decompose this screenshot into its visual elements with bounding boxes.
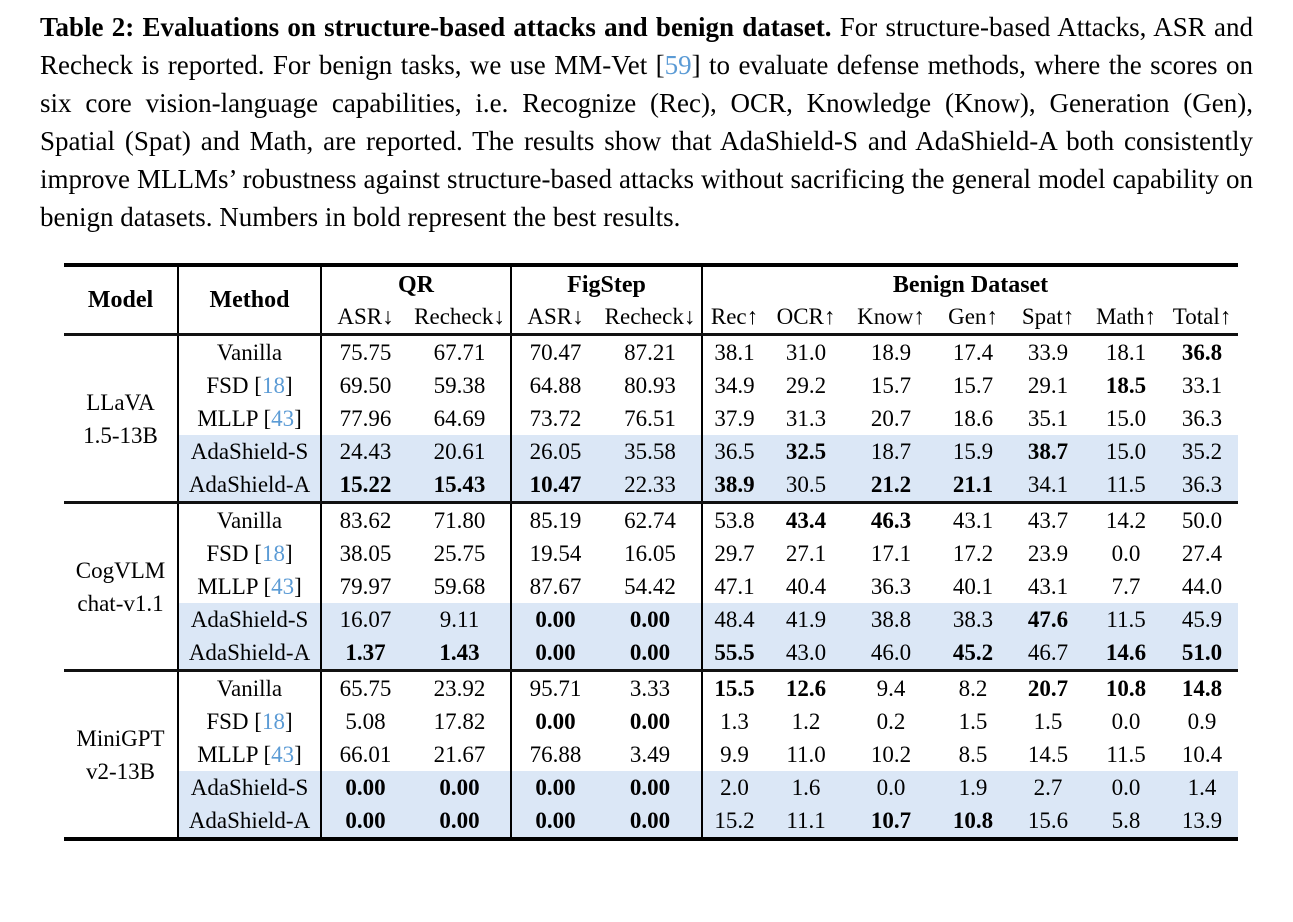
value-cell: 0.0 — [1086, 771, 1166, 804]
value-cell: 16.07 — [321, 603, 409, 636]
value-cell: 10.8 — [936, 804, 1010, 839]
value-cell: 17.4 — [952, 340, 994, 365]
value-cell: 64.88 — [529, 373, 582, 398]
value-cell: 5.08 — [345, 709, 386, 734]
value-cell: 29.2 — [785, 373, 827, 398]
value-cell: 0.00 — [511, 636, 599, 671]
col-header: ASR↓ — [337, 304, 394, 329]
value-cell: 0.00 — [321, 804, 409, 839]
value-cell: 17.1 — [870, 541, 912, 566]
value-cell: 79.97 — [339, 574, 392, 599]
table-row — [64, 705, 1238, 738]
value-cell: 12.6 — [785, 676, 827, 701]
col-header: OCR↑ — [776, 304, 836, 329]
value-cell: 17.82 — [409, 705, 511, 738]
value-cell: 43.0 — [766, 636, 846, 671]
value-cell: 53.8 — [714, 508, 755, 533]
value-cell: 16.05 — [599, 537, 702, 570]
model-name: LLaVA 1.5-13B — [64, 335, 178, 503]
value-cell: 46.7 — [1010, 636, 1086, 671]
value-cell: 31.3 — [785, 406, 827, 431]
method-name: MLLP [43] — [178, 570, 321, 603]
method-name: MLLP [43] — [178, 402, 321, 435]
value-cell: 1.5 — [958, 709, 988, 734]
results-table — [64, 263, 1238, 841]
value-cell: 3.49 — [599, 738, 702, 771]
table-row — [64, 804, 1238, 839]
citation-link[interactable]: 43 — [271, 574, 295, 599]
value-cell: 9.4 — [876, 676, 906, 701]
table-row — [64, 503, 1238, 538]
col-group-header: QR — [321, 265, 511, 300]
value-cell: 15.43 — [409, 468, 511, 503]
value-cell: 0.00 — [599, 804, 702, 839]
caption-text: For structure-based Attacks, ASR and Recheck is reported. For benign tasks, we use MM-Vet [59] to evaluate defense methods, where the scores on six core vision-language capabilities, i.e. Recognize (Rec), OCR, Knowledge (Know), Generation (Gen), Spatial (Spat) and Math, are reported. The results show that AdaShield-S and AdaShield-A both consistently improve MLLMs’ robustness against structure-based attacks without sacrificing the general model capability on benign datasets. Numbers in bold represent the best results. — [40, 12, 1253, 232]
value-cell: 64.69 — [409, 402, 511, 435]
col-group-header: Benign Dataset — [892, 272, 1049, 298]
value-cell: 19.54 — [529, 541, 582, 566]
value-cell: 35.2 — [1166, 435, 1238, 468]
value-cell: 73.72 — [529, 406, 582, 431]
value-cell: 18.7 — [846, 435, 936, 468]
method-name: Vanilla — [178, 671, 321, 706]
value-cell: 38.9 — [702, 468, 766, 503]
value-cell: 65.75 — [339, 676, 392, 701]
value-cell: 0.00 — [409, 771, 511, 804]
table-row — [64, 771, 1238, 804]
value-cell: 0.00 — [511, 603, 599, 636]
value-cell: 14.8 — [1181, 676, 1223, 701]
value-cell: 18.6 — [952, 406, 994, 431]
citation-link[interactable]: 18 — [261, 373, 285, 398]
table-row — [64, 468, 1238, 503]
col-header-method: Method — [178, 265, 321, 335]
value-cell: 7.7 — [1111, 574, 1141, 599]
value-cell: 66.01 — [339, 742, 392, 767]
value-cell: 0.00 — [599, 603, 702, 636]
value-cell: 9.11 — [409, 603, 511, 636]
value-cell: 87.67 — [529, 574, 582, 599]
col-header: ASR↓ — [527, 304, 584, 329]
col-header: Total↑ — [1172, 304, 1232, 329]
value-cell: 1.2 — [791, 709, 821, 734]
model-name: MiniGPT v2-13B — [64, 671, 178, 840]
table-header — [64, 265, 1238, 335]
value-cell: 36.3 — [1181, 406, 1223, 431]
value-cell: 41.9 — [766, 603, 846, 636]
value-cell: 8.2 — [958, 676, 988, 701]
method-name: AdaShield-A — [178, 636, 321, 671]
table-row — [64, 435, 1238, 468]
value-cell: 0.00 — [409, 804, 511, 839]
value-cell: 21.1 — [936, 468, 1010, 503]
value-cell: 51.0 — [1166, 636, 1238, 671]
value-cell: 15.0 — [1105, 406, 1147, 431]
citation-link[interactable]: 43 — [271, 742, 295, 767]
value-cell: 1.4 — [1166, 771, 1238, 804]
method-name: AdaShield-S — [178, 603, 321, 636]
value-cell: 15.22 — [321, 468, 409, 503]
model-block-2 — [64, 671, 1238, 840]
value-cell: 44.0 — [1181, 574, 1223, 599]
value-cell: 1.6 — [766, 771, 846, 804]
value-cell: 0.2 — [876, 709, 906, 734]
value-cell: 0.00 — [599, 636, 702, 671]
value-cell: 20.7 — [1027, 676, 1069, 701]
col-header-model: Model — [64, 265, 178, 335]
col-header: Gen↑ — [948, 304, 998, 329]
value-cell: 43.4 — [785, 508, 827, 533]
value-cell: 37.9 — [714, 406, 755, 431]
value-cell: 11.1 — [766, 804, 846, 839]
value-cell: 87.21 — [599, 335, 702, 370]
value-cell: 83.62 — [339, 508, 392, 533]
value-cell: 45.2 — [936, 636, 1010, 671]
value-cell: 20.7 — [870, 406, 912, 431]
value-cell: 85.19 — [529, 508, 582, 533]
citation-link[interactable]: 43 — [271, 406, 295, 431]
value-cell: 33.1 — [1181, 373, 1223, 398]
value-cell: 1.37 — [321, 636, 409, 671]
value-cell: 29.7 — [714, 541, 755, 566]
method-name: AdaShield-S — [178, 435, 321, 468]
value-cell: 47.1 — [714, 574, 755, 599]
col-header: Math↑ — [1095, 304, 1157, 329]
value-cell: 67.71 — [409, 335, 511, 370]
value-cell: 45.9 — [1166, 603, 1238, 636]
value-cell: 11.0 — [786, 742, 826, 767]
table-row — [64, 402, 1238, 435]
method-name: FSD [18] — [178, 369, 321, 402]
value-cell: 70.47 — [529, 340, 582, 365]
value-cell: 38.3 — [936, 603, 1010, 636]
value-cell: 54.42 — [599, 570, 702, 603]
value-cell: 10.4 — [1181, 742, 1223, 767]
value-cell: 15.9 — [936, 435, 1010, 468]
value-cell: 0.0 — [1111, 709, 1141, 734]
value-cell: 0.0 — [1111, 541, 1141, 566]
method-name: Vanilla — [178, 335, 321, 370]
value-cell: 38.05 — [339, 541, 392, 566]
value-cell: 18.1 — [1105, 340, 1147, 365]
value-cell: 75.75 — [339, 340, 392, 365]
value-cell: 38.7 — [1010, 435, 1086, 468]
value-cell: 43.1 — [952, 508, 994, 533]
method-name: AdaShield-A — [178, 468, 321, 503]
value-cell: 0.0 — [846, 771, 936, 804]
value-cell: 23.9 — [1027, 541, 1069, 566]
value-cell: 62.74 — [599, 503, 702, 538]
value-cell: 0.00 — [511, 771, 599, 804]
value-cell: 38.8 — [846, 603, 936, 636]
value-cell: 11.5 — [1086, 603, 1166, 636]
value-cell: 27.4 — [1181, 541, 1223, 566]
value-cell: 33.9 — [1027, 340, 1069, 365]
value-cell: 38.1 — [714, 340, 755, 365]
table-row — [64, 636, 1238, 671]
method-name: MLLP [43] — [178, 738, 321, 771]
method-name: AdaShield-S — [178, 771, 321, 804]
value-cell: 8.5 — [958, 742, 988, 767]
value-cell: 14.5 — [1027, 742, 1069, 767]
value-cell: 36.8 — [1181, 340, 1223, 365]
method-name: AdaShield-A — [178, 804, 321, 839]
model-block-1 — [64, 503, 1238, 671]
value-cell: 13.9 — [1166, 804, 1238, 839]
value-cell: 14.6 — [1086, 636, 1166, 671]
value-cell: 80.93 — [599, 369, 702, 402]
value-cell: 69.50 — [339, 373, 392, 398]
value-cell: 17.2 — [952, 541, 994, 566]
table-row — [64, 537, 1238, 570]
value-cell: 29.1 — [1027, 373, 1069, 398]
method-name: FSD [18] — [178, 537, 321, 570]
citation-link[interactable]: 18 — [261, 709, 285, 734]
value-cell: 0.00 — [599, 771, 702, 804]
value-cell: 15.2 — [702, 804, 766, 839]
value-cell: 15.6 — [1010, 804, 1086, 839]
value-cell: 11.5 — [1086, 468, 1166, 503]
col-header: Spat↑ — [1021, 304, 1075, 329]
table-caption — [40, 8, 1253, 236]
value-cell: 18.5 — [1105, 373, 1147, 398]
value-cell: 10.2 — [870, 742, 912, 767]
value-cell: 59.38 — [409, 369, 511, 402]
value-cell: 0.9 — [1187, 709, 1217, 734]
value-cell: 36.5 — [702, 435, 766, 468]
value-cell: 10.47 — [511, 468, 599, 503]
col-group-header: FigStep — [511, 265, 702, 300]
value-cell: 18.9 — [870, 340, 912, 365]
value-cell: 22.33 — [599, 468, 702, 503]
table-row — [64, 369, 1238, 402]
value-cell: 32.5 — [766, 435, 846, 468]
value-cell: 15.7 — [952, 373, 994, 398]
citation-link[interactable]: 59 — [664, 50, 692, 80]
value-cell: 25.75 — [409, 537, 511, 570]
value-cell: 14.2 — [1105, 508, 1147, 533]
value-cell: 11.5 — [1106, 742, 1146, 767]
value-cell: 40.1 — [952, 574, 994, 599]
value-cell: 5.8 — [1086, 804, 1166, 839]
value-cell: 55.5 — [702, 636, 766, 671]
value-cell: 1.43 — [409, 636, 511, 671]
citation-link[interactable]: 18 — [261, 541, 285, 566]
value-cell: 1.5 — [1033, 709, 1063, 734]
value-cell: 10.8 — [1105, 676, 1147, 701]
value-cell: 21.2 — [846, 468, 936, 503]
value-cell: 46.0 — [846, 636, 936, 671]
col-header: Recheck↓ — [409, 300, 511, 335]
table-row — [64, 335, 1238, 370]
value-cell: 71.80 — [409, 503, 511, 538]
value-cell: 77.96 — [339, 406, 392, 431]
value-cell: 3.33 — [599, 671, 702, 706]
caption-heading: Table 2: Evaluations on structure-based attacks and benign dataset. — [40, 12, 832, 42]
value-cell: 10.7 — [846, 804, 936, 839]
value-cell: 76.88 — [529, 742, 582, 767]
value-cell: 48.4 — [702, 603, 766, 636]
value-cell: 34.1 — [1010, 468, 1086, 503]
value-cell: 9.9 — [720, 742, 749, 767]
col-header: Rec↑ — [710, 304, 759, 329]
value-cell: 0.00 — [511, 804, 599, 839]
value-cell: 36.3 — [1166, 468, 1238, 503]
value-cell: 15.0 — [1086, 435, 1166, 468]
method-name: Vanilla — [178, 503, 321, 538]
value-cell: 0.00 — [599, 705, 702, 738]
value-cell: 47.6 — [1010, 603, 1086, 636]
method-name: FSD [18] — [178, 705, 321, 738]
value-cell: 30.5 — [766, 468, 846, 503]
value-cell: 26.05 — [511, 435, 599, 468]
table-row — [64, 671, 1238, 706]
value-cell: 59.68 — [409, 570, 511, 603]
value-cell: 43.7 — [1027, 508, 1069, 533]
value-cell: 40.4 — [785, 574, 827, 599]
value-cell: 23.92 — [409, 671, 511, 706]
value-cell: 36.3 — [870, 574, 912, 599]
value-cell: 35.58 — [599, 435, 702, 468]
table-row — [64, 738, 1238, 771]
table-row — [64, 603, 1238, 636]
value-cell: 35.1 — [1027, 406, 1069, 431]
value-cell: 76.51 — [599, 402, 702, 435]
model-block-0 — [64, 335, 1238, 503]
value-cell: 31.0 — [785, 340, 827, 365]
value-cell: 15.5 — [714, 676, 755, 701]
value-cell: 0.00 — [321, 771, 409, 804]
col-header: Know↑ — [857, 304, 925, 329]
value-cell: 2.0 — [702, 771, 766, 804]
paper-page — [0, 8, 1293, 922]
value-cell: 27.1 — [785, 541, 827, 566]
value-cell: 95.71 — [529, 676, 582, 701]
value-cell: 46.3 — [870, 508, 912, 533]
value-cell: 50.0 — [1181, 508, 1223, 533]
value-cell: 34.9 — [714, 373, 755, 398]
value-cell: 43.1 — [1027, 574, 1069, 599]
col-header: Recheck↓ — [599, 300, 702, 335]
header-row-groups — [64, 265, 1238, 300]
model-name: CogVLM chat-v1.1 — [64, 503, 178, 671]
value-cell: 1.3 — [720, 709, 749, 734]
value-cell: 2.7 — [1010, 771, 1086, 804]
table-row — [64, 570, 1238, 603]
value-cell: 15.7 — [870, 373, 912, 398]
value-cell: 24.43 — [321, 435, 409, 468]
value-cell: 20.61 — [409, 435, 511, 468]
value-cell: 0.00 — [535, 709, 576, 734]
value-cell: 1.9 — [936, 771, 1010, 804]
value-cell: 21.67 — [409, 738, 511, 771]
